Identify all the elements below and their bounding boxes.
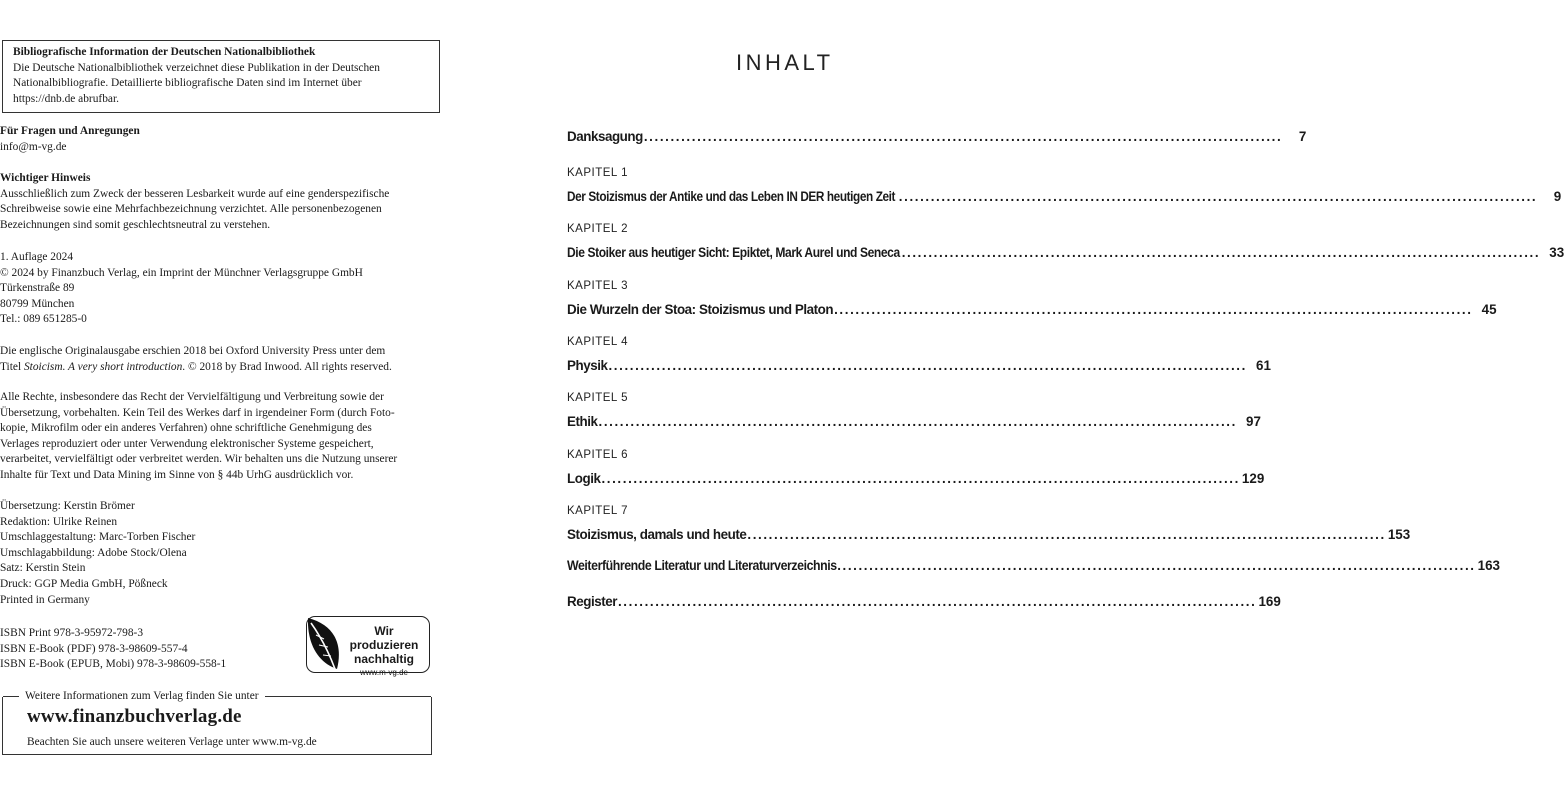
toc-entry xyxy=(567,504,1411,543)
biblio-title: Bibliografische Information der Deutschen Nationalbibliothek xyxy=(13,46,316,58)
toc-page-number: 7 xyxy=(1298,129,1307,144)
rights-line: Verlages reproduziert oder unter Verwendung elektronischer Systeme gespeichert, xyxy=(0,437,374,450)
toc-page xyxy=(540,0,1564,800)
toc-row xyxy=(567,526,1411,543)
questions-title: Für Fragen und Anregungen xyxy=(0,125,140,137)
leader-dots: ........................................................................................................................ xyxy=(643,129,1283,144)
toc-page-number: 61 xyxy=(1256,358,1271,373)
credit-line: Umschlaggestaltung: Marc-Torben Fischer xyxy=(0,531,196,544)
toc-row xyxy=(567,413,1261,430)
badge-text xyxy=(339,624,429,678)
divider xyxy=(265,696,431,697)
leader-dots: ........................................................................................................................ xyxy=(598,414,1237,429)
toc-row xyxy=(567,244,1564,261)
copyright: © 2024 by Finanzbuch Verlag, ein Imprint der Münchner Verlagsgruppe GmbH xyxy=(0,266,363,279)
chapter-label: KAPITEL 6 xyxy=(567,449,628,461)
rights-line: Übersetzung, vorbehalten. Kein Teil des Werkes darf in irgendeiner Form (durch Foto- xyxy=(0,406,395,419)
contact-email: info@m-vg.de xyxy=(0,140,67,153)
original-suffix: . © 2018 by Brad Inwood. All rights reserved. xyxy=(182,360,392,373)
rights-block xyxy=(0,390,432,484)
toc-entry xyxy=(567,166,1562,205)
rights-line: verarbeitet, vervielfältigt oder verbreitet werden. Wir behalten uns die Nutzung unserer xyxy=(0,453,398,466)
credits-block xyxy=(0,499,432,608)
toc-page-number: 9 xyxy=(1553,189,1562,204)
toc-row xyxy=(567,128,1307,145)
toc-entry-title: Physik xyxy=(567,358,608,373)
rights-line: Alle Rechte, insbesondere das Recht der Vervielfältigung und Verbreitung sowie der xyxy=(0,391,384,403)
website-url: www.finanzbuchverlag.de xyxy=(27,706,242,727)
biblio-line: https://dnb.de abrufbar. xyxy=(13,92,119,105)
original-line xyxy=(0,360,432,376)
website-note: Beachten Sie auch unsere weiteren Verlage unter www.m-vg.de xyxy=(27,736,317,748)
toc-entry-title: Weiterführende Literatur und Literaturverzeichnis xyxy=(567,558,837,573)
website-intro: Weitere Informationen zum Verlag finden Sie unter xyxy=(19,689,265,704)
toc-entry xyxy=(567,557,1500,574)
leader-dots: ........................................................................................................................ xyxy=(834,302,1473,317)
rights-line: Inhalte für Text und Data Mining im Sinne von § 44b UrhG ausdrücklich vor. xyxy=(0,468,354,481)
credit-line: Übersetzung: Kerstin Brömer xyxy=(0,500,135,512)
toc-entry xyxy=(567,128,1307,145)
leader-dots: ........................................................................................................................ xyxy=(901,245,1541,260)
leader-dots: ........................................................................................................................ xyxy=(898,189,1538,204)
imprint-page xyxy=(0,0,440,800)
leader-dots: ........................................................................................................................ xyxy=(608,358,1247,373)
toc-page-number: 33 xyxy=(1549,245,1564,260)
isbn-block xyxy=(0,626,300,673)
original-title: Stoicism. A very short introduction xyxy=(23,360,183,373)
notice-block xyxy=(0,171,432,233)
credit-line: Redaktion: Ulrike Reinen xyxy=(0,515,118,528)
toc-page-number: 97 xyxy=(1246,414,1261,429)
toc-page-number: 163 xyxy=(1477,558,1500,573)
leader-dots: ........................................................................................................................ xyxy=(747,527,1386,542)
questions-block xyxy=(0,124,432,155)
toc-entry xyxy=(567,335,1271,374)
isbn-pdf: ISBN E-Book (PDF) 978-3-98609-557-4 xyxy=(0,642,188,655)
notice-line: Ausschließlich zum Zweck der besseren Lesbarkeit wurde auf eine genderspezifische xyxy=(0,187,390,200)
original-line: Die englische Originalausgabe erschien 2018 bei Oxford University Press unter dem xyxy=(0,345,386,357)
toc-row xyxy=(567,470,1265,487)
phone: Tel.: 089 651285-0 xyxy=(0,313,87,326)
badge-line2: nachhaltig xyxy=(353,652,414,666)
notice-line: Bezeichnungen sind somit geschlechtsneutral zu verstehen. xyxy=(0,218,271,231)
toc-page-number: 153 xyxy=(1387,527,1411,542)
publisher-block xyxy=(0,250,432,328)
notice-title: Wichtiger Hinweis xyxy=(0,172,91,184)
credit-line: Satz: Kerstin Stein xyxy=(0,562,86,575)
toc-page-number: 45 xyxy=(1481,302,1497,317)
notice-line: Schreibweise sowie eine Mehrfachbezeichnung verzichtet. Alle personenbezogenen xyxy=(0,203,382,216)
toc-row xyxy=(567,188,1562,205)
original-prefix: Titel xyxy=(0,360,24,373)
biblio-line: Nationalbibliografie. Detaillierte bibliografische Daten sind im Internet über xyxy=(13,77,362,90)
toc-page-number: 169 xyxy=(1258,594,1281,609)
toc-row xyxy=(567,557,1500,574)
toc-entry xyxy=(567,222,1564,261)
chapter-label: KAPITEL 2 xyxy=(567,223,628,235)
toc-entry xyxy=(567,391,1261,430)
isbn-print: ISBN Print 978-3-95972-798-3 xyxy=(0,627,144,639)
toc-row xyxy=(567,357,1271,374)
credit-line: Druck: GGP Media GmbH, Pößneck xyxy=(0,577,168,590)
edition: 1. Auflage 2024 xyxy=(0,251,74,263)
toc-row xyxy=(567,301,1497,318)
leader-dots: ........................................................................................................................ xyxy=(837,558,1476,573)
toc-entry-title: Die Wurzeln der Stoa: Stoizismus und Platon xyxy=(567,302,834,317)
website-box-header xyxy=(3,689,431,704)
toc-entry-title: Danksagung xyxy=(567,129,643,144)
credit-line: Umschlagabbildung: Adobe Stock/Olena xyxy=(0,546,187,559)
toc-entry-title: Ethik xyxy=(567,414,598,429)
chapter-label: KAPITEL 7 xyxy=(567,505,628,517)
biblio-line: Die Deutsche Nationalbibliothek verzeichnet diese Publikation in der Deutschen xyxy=(13,61,380,74)
toc-entry-title: Stoizismus, damals und heute xyxy=(567,527,747,542)
isbn-epub: ISBN E-Book (EPUB, Mobi) 978-3-98609-558-1 xyxy=(0,658,227,671)
badge-url: www.m-vg.de xyxy=(359,668,408,677)
toc-entry-title: Register xyxy=(567,594,617,609)
original-edition-block xyxy=(0,344,432,375)
divider xyxy=(3,696,19,697)
leader-dots: ........................................................................................................................ xyxy=(617,594,1257,609)
sustainability-badge xyxy=(306,616,430,677)
biblio-info-box xyxy=(2,40,440,113)
toc-entry-title: Der Stoizismus der Antike und das Leben IN DER heutigen Zeit xyxy=(567,189,896,204)
toc-page-number: 129 xyxy=(1241,471,1265,486)
chapter-label: KAPITEL 4 xyxy=(567,336,628,348)
toc-row xyxy=(567,593,1281,610)
chapter-label: KAPITEL 1 xyxy=(567,167,628,179)
toc-entry xyxy=(567,448,1265,487)
chapter-label: KAPITEL 3 xyxy=(567,280,628,292)
badge-line1: Wir produzieren xyxy=(349,624,419,652)
toc-entry-title: Logik xyxy=(567,471,601,486)
city: 80799 München xyxy=(0,297,75,310)
toc-entry xyxy=(567,279,1497,318)
credit-line: Printed in Germany xyxy=(0,593,90,606)
chapter-label: KAPITEL 5 xyxy=(567,392,628,404)
street: Türkenstraße 89 xyxy=(0,282,75,295)
website-box xyxy=(2,690,432,755)
toc-entry xyxy=(567,593,1281,610)
toc-title: INHALT xyxy=(736,50,834,75)
rights-line: kopie, Mikrofilm oder ein anderes Verfahren) ohne schriftliche Genehmigung des xyxy=(0,422,372,435)
toc-entry-title: Die Stoiker aus heutiger Sicht: Epiktet, Mark Aurel und Seneca xyxy=(567,245,900,260)
leader-dots: ........................................................................................................................ xyxy=(601,471,1240,486)
